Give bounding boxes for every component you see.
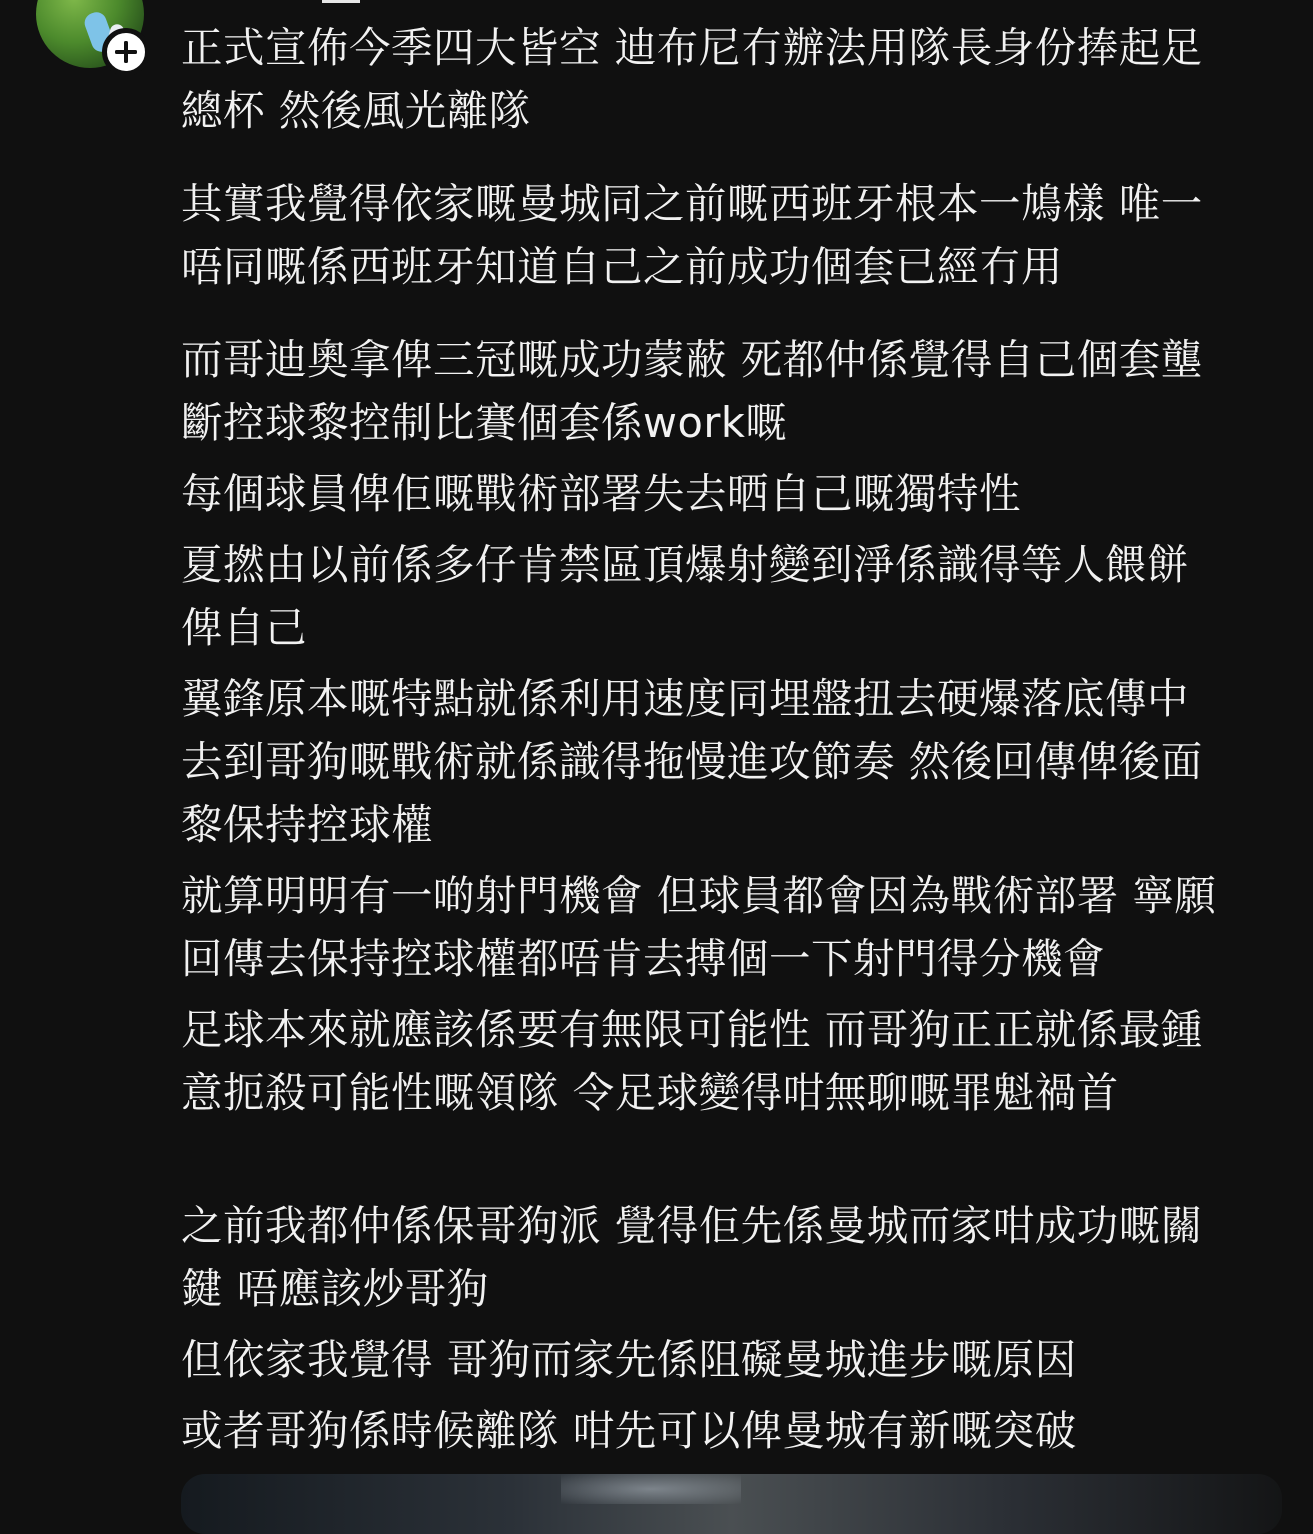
post-line: 足球本來就應該係要有無限可能性 而哥狗正正就係最鍾 xyxy=(181,1005,1203,1054)
post-paragraph xyxy=(181,172,1276,298)
post-paragraph xyxy=(181,1399,1276,1462)
post-line: 每個球員俾佢嘅戰術部署失去晒自己嘅獨特性 xyxy=(181,469,1022,518)
post-paragraph xyxy=(181,16,1276,142)
post-line: 去到哥狗嘅戰術就係識得拖慢進攻節奏 然後回傳俾後面 xyxy=(181,737,1203,786)
post-paragraph xyxy=(181,864,1276,990)
post-line: 之前我都仲係保哥狗派 覺得佢先係曼城而家咁成功嘅關 xyxy=(181,1201,1203,1250)
post-line: 意扼殺可能性嘅領隊 令足球變得咁無聊嘅罪魁禍首 xyxy=(181,1068,1119,1117)
post-paragraph xyxy=(181,1328,1276,1391)
post-line: 而哥迪奧拿俾三冠嘅成功蒙蔽 死都仲係覺得自己個套壟 xyxy=(181,335,1203,384)
post-line: 夏撚由以前係多仔肯禁區頂爆射變到淨係識得等人餵餅 xyxy=(181,540,1190,589)
post-paragraph xyxy=(181,1194,1276,1320)
post-media-preview[interactable] xyxy=(181,1474,1282,1534)
post-line: 唔同嘅係西班牙知道自己之前成功個套已經冇用 xyxy=(181,242,1064,291)
post-line: 正式宣佈今季四大皆空 迪布尼冇辦法用隊長身份捧起足 xyxy=(181,23,1203,72)
post-paragraph xyxy=(181,462,1276,525)
username-underline xyxy=(322,0,360,3)
post-line: 總杯 然後風光離隊 xyxy=(181,86,531,135)
post-paragraph xyxy=(181,998,1276,1124)
post-line: 其實我覺得依家嘅曼城同之前嘅西班牙根本一鳩樣 唯一 xyxy=(181,179,1203,228)
post-line: 黎保持控球權 xyxy=(181,800,434,849)
post-paragraph xyxy=(181,667,1276,856)
follow-button[interactable] xyxy=(102,28,150,76)
post-line: 翼鋒原本嘅特點就係利用速度同埋盤扭去硬爆落底傳中 xyxy=(181,674,1190,723)
plus-icon xyxy=(113,39,139,65)
post-line: 回傳去保持控球權都唔肯去搏個一下射門得分機會 xyxy=(181,934,1106,983)
post-body xyxy=(181,16,1276,1462)
post-line: 鍵 唔應該炒哥狗 xyxy=(181,1264,489,1313)
post-paragraph xyxy=(181,533,1276,659)
post-paragraph xyxy=(181,328,1276,454)
post-line: 但依家我覺得 哥狗而家先係阻礙曼城進步嘅原因 xyxy=(181,1335,1077,1384)
post-line: 或者哥狗係時候離隊 咁先可以俾曼城有新嘅突破 xyxy=(181,1406,1077,1455)
post-line: 斷控球黎控制比賽個套係work嘅 xyxy=(181,398,788,447)
post-line: 就算明明有一啲射門機會 但球員都會因為戰術部署 寧願 xyxy=(181,871,1217,920)
post-line: 俾自己 xyxy=(181,603,308,652)
